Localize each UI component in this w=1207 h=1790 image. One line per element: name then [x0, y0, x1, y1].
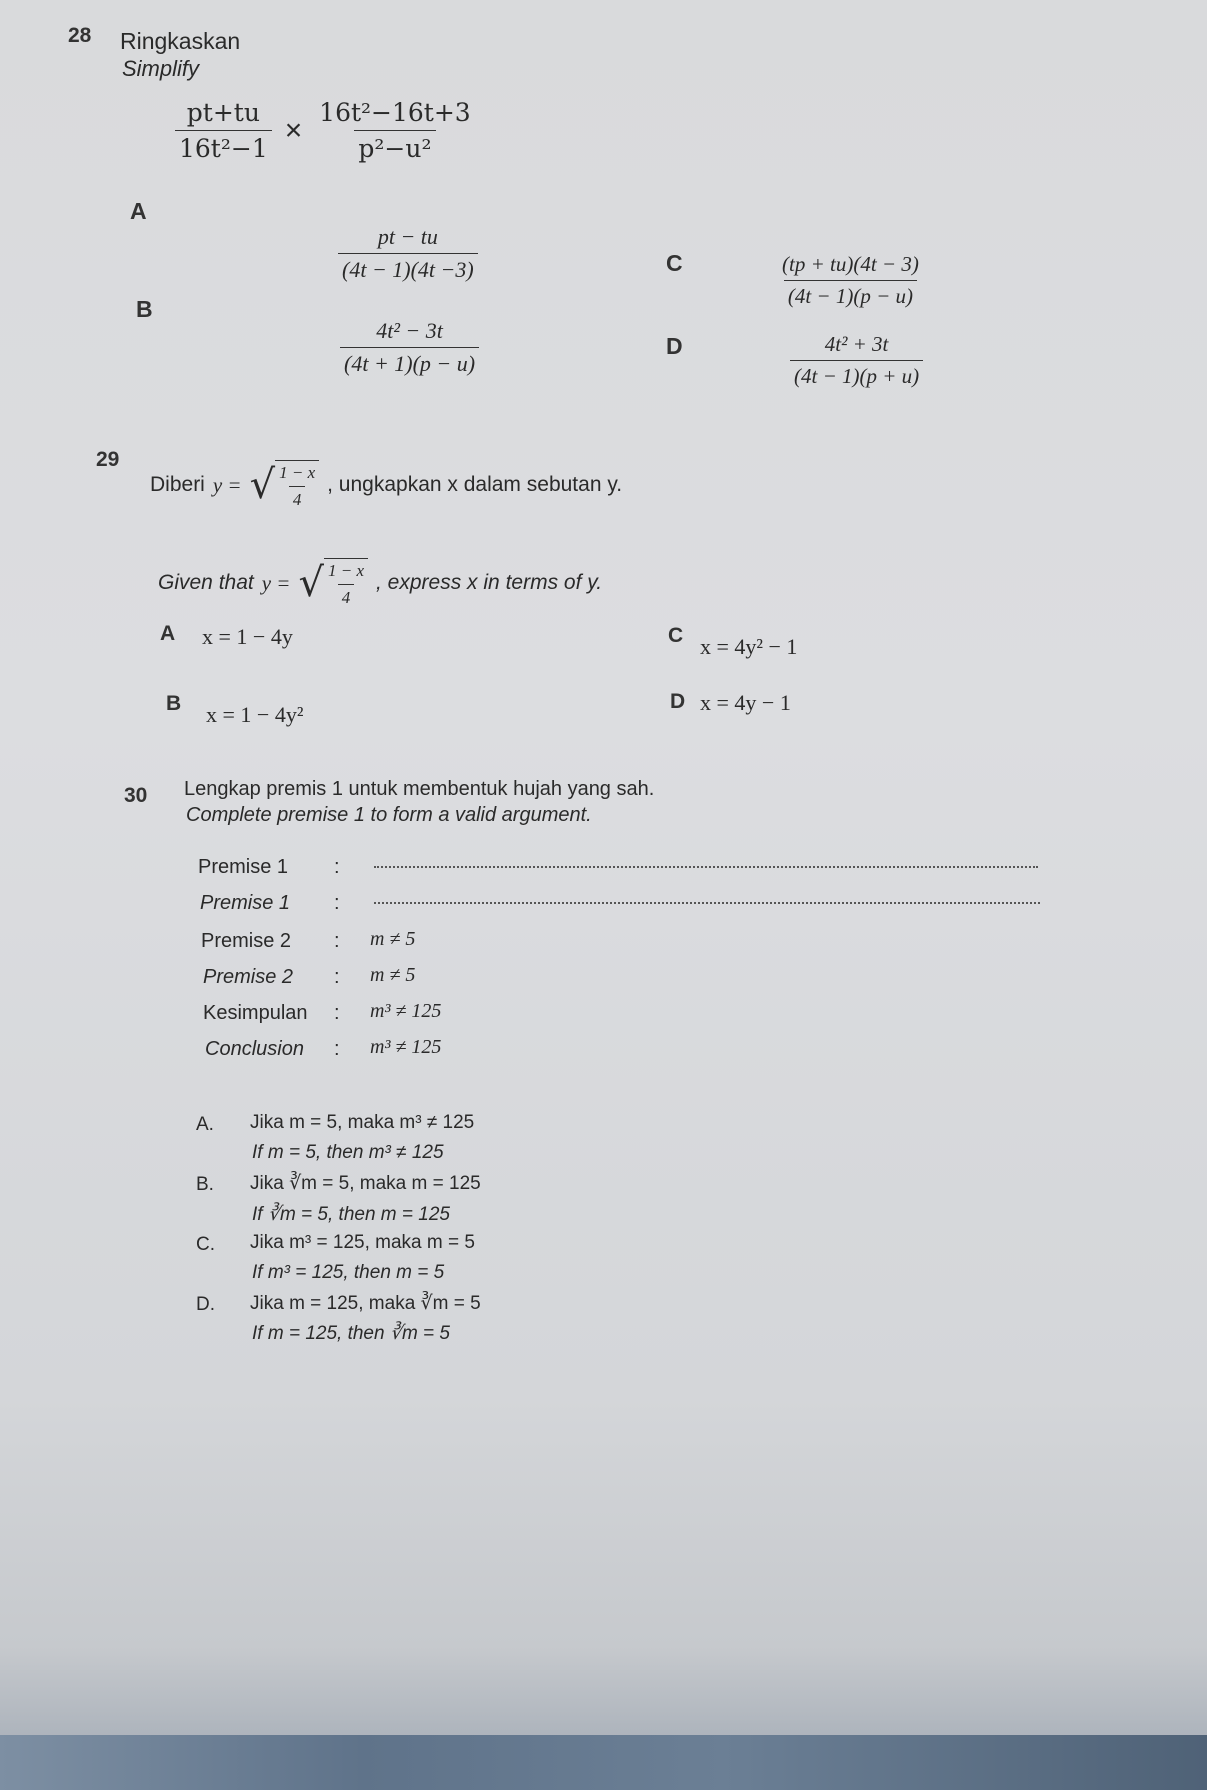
q28-option-c-den: (4t − 1)(p − u): [784, 280, 917, 309]
q29-ms-y: y =: [212, 472, 242, 497]
q30-row-1-label: Premise 1: [198, 856, 289, 878]
q29-en-rad-num: 1 − x: [327, 561, 365, 580]
q30-row-2-label: Premise 1: [200, 892, 291, 914]
q29-en-post: , express x in terms of y.: [376, 571, 603, 594]
q28-f1-numerator: pt+tu: [186, 98, 260, 127]
q28-f1-denominator: 16t²−1: [175, 130, 272, 163]
q30-option-d-en[interactable]: If m = 125, then ∛m = 5: [252, 1323, 450, 1344]
desk-surface: [0, 1735, 1207, 1790]
q30-row-3-label: Premise 2: [201, 930, 292, 952]
q30-row-6-value: m³ ≠ 125: [370, 1036, 442, 1058]
q30-row-5-label: Kesimpulan: [203, 1002, 308, 1024]
q29-option-a[interactable]: x = 1 − 4y: [202, 624, 293, 649]
q28-times-sign: ×: [284, 113, 303, 147]
q29-ms-radical: [250, 460, 320, 510]
q30-row-4-value: m ≠ 5: [370, 964, 416, 986]
sqrt-icon: √: [249, 462, 276, 508]
q30-option-a-en[interactable]: If m = 5, then m³ ≠ 125: [252, 1142, 444, 1163]
q29-ms-post: , ungkapkan x dalam sebutan y.: [327, 473, 623, 496]
q30-title-en: Complete premise 1 to form a valid argument.: [186, 804, 592, 826]
q28-title-ms: Ringkaskan: [120, 28, 241, 54]
q28-number: 28: [68, 24, 92, 47]
q29-en-pre: Given that: [158, 571, 254, 594]
q28-fraction-1: [175, 98, 272, 163]
q30-row-5-colon: :: [334, 1002, 340, 1024]
q29-ms-rad-den: 4: [289, 486, 306, 510]
q29-stem-en: [158, 558, 602, 608]
q30-row-3-value: m ≠ 5: [370, 928, 416, 950]
q30-option-a-ms[interactable]: Jika m = 5, maka m³ ≠ 125: [250, 1112, 475, 1133]
q28-option-c-num: (tp + tu)(4t − 3): [782, 252, 919, 276]
q30-number: 30: [124, 784, 148, 807]
q30-option-b-ms[interactable]: Jika ∛m = 5, maka m = 125: [250, 1173, 481, 1194]
q29-option-c[interactable]: x = 4y² − 1: [700, 634, 798, 659]
q28-option-a[interactable]: [338, 224, 478, 283]
q28-option-c-label[interactable]: C: [666, 250, 683, 276]
q28-fraction-2: [315, 98, 475, 163]
q30-row-1-colon: :: [334, 856, 340, 878]
q30-option-b-en[interactable]: If ∛m = 5, then m = 125: [252, 1204, 450, 1225]
q28-option-d-num: 4t² + 3t: [824, 332, 889, 356]
q30-row-4-label: Premise 2: [203, 966, 294, 988]
q29-ms-pre: Diberi: [150, 473, 205, 496]
q29-option-d[interactable]: x = 4y − 1: [700, 690, 791, 715]
q30-premise-1-blank-en[interactable]: [374, 900, 1040, 904]
q30-premise-1-blank-ms[interactable]: [374, 864, 1038, 868]
q30-row-3-colon: :: [334, 930, 340, 952]
q28-option-a-den: (4t − 1)(4t −3): [338, 253, 478, 283]
q28-expression: [175, 98, 475, 163]
q29-option-d-label[interactable]: D: [670, 690, 686, 713]
q30-option-b-label[interactable]: B.: [196, 1174, 214, 1195]
q28-option-d-den: (4t − 1)(p + u): [790, 360, 923, 389]
q30-row-2-colon: :: [334, 892, 340, 914]
q30-row-6-colon: :: [334, 1038, 340, 1060]
q29-en-rad-den: 4: [338, 584, 355, 608]
q30-title-ms: Lengkap premis 1 untuk membentuk hujah yang sah.: [184, 778, 655, 800]
q28-option-b-den: (4t + 1)(p − u): [340, 347, 479, 377]
q29-option-c-label[interactable]: C: [668, 624, 684, 647]
q30-option-c-label[interactable]: C.: [196, 1234, 215, 1255]
q28-option-b[interactable]: [340, 318, 479, 377]
q28-option-a-num: pt − tu: [377, 224, 438, 249]
q29-ms-rad-num: 1 − x: [279, 463, 316, 482]
q30-row-6-label: Conclusion: [205, 1038, 304, 1060]
q28-option-c[interactable]: [778, 252, 923, 309]
q30-row-4-colon: :: [334, 966, 340, 988]
q28-title-en: Simplify: [122, 56, 200, 81]
q30-row-5-value: m³ ≠ 125: [370, 1000, 442, 1022]
q28-option-b-num: 4t² − 3t: [376, 318, 443, 343]
q28-option-a-label[interactable]: A: [130, 198, 147, 224]
q29-option-b-label[interactable]: B: [166, 692, 182, 715]
q28-option-d[interactable]: [790, 332, 923, 389]
q28-option-b-label[interactable]: B: [136, 296, 153, 322]
q30-option-a-label[interactable]: A.: [196, 1114, 214, 1135]
q29-number: 29: [96, 448, 120, 471]
q30-option-c-ms[interactable]: Jika m³ = 125, maka m = 5: [250, 1232, 475, 1253]
q29-stem-ms: [150, 460, 622, 510]
q29-en-radical: [298, 558, 368, 608]
q30-option-c-en[interactable]: If m³ = 125, then m = 5: [252, 1262, 445, 1283]
q28-f2-numerator: 16t²−16t+3: [319, 98, 471, 127]
q29-option-b[interactable]: x = 1 − 4y²: [206, 702, 304, 727]
sqrt-icon: √: [298, 560, 324, 606]
q30-option-d-ms[interactable]: Jika m = 125, maka ∛m = 5: [250, 1293, 481, 1314]
q29-en-y: y =: [261, 570, 291, 595]
q28-f2-denominator: p²−u²: [354, 130, 435, 163]
q29-option-a-label[interactable]: A: [160, 622, 176, 645]
q30-option-d-label[interactable]: D.: [196, 1294, 215, 1315]
q28-option-d-label[interactable]: D: [666, 333, 683, 359]
